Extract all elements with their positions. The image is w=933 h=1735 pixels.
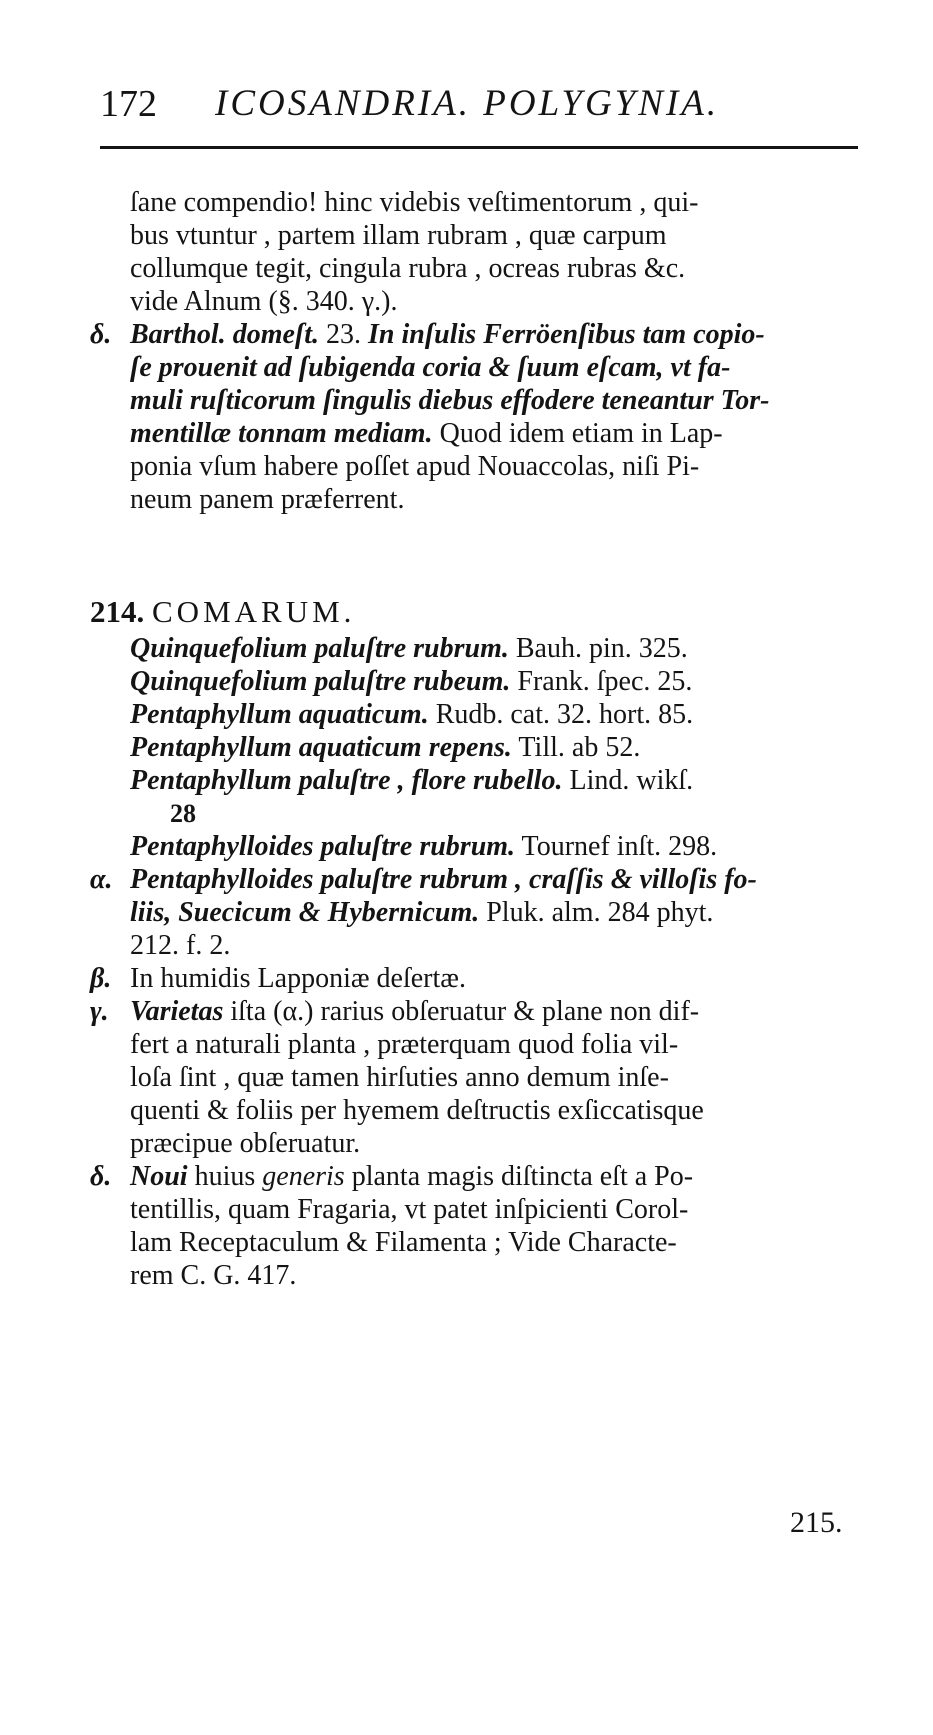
text-line [90, 929, 865, 962]
text-line [90, 1226, 865, 1259]
text-line [90, 384, 865, 417]
text-run: Frank. ſpec. 25. [510, 666, 693, 697]
text-run: 23. [319, 319, 369, 350]
section-title: COMARUM. [152, 594, 356, 629]
text-run: liis, Suecicum & Hybernicum. [130, 897, 480, 928]
text-run: tentillis, quam Fragaria, vt patet inſpicienti Corol- [130, 1194, 689, 1225]
text-line [90, 896, 865, 929]
text-run: generis [262, 1161, 345, 1192]
notes-block [90, 830, 865, 1292]
catchword: 215. [790, 1506, 843, 1539]
section-number: 214. [90, 594, 145, 629]
text-line [90, 417, 865, 450]
text-run: Lind. wikſ. [562, 765, 694, 796]
paragraph-marker: δ. [90, 319, 112, 350]
text-run: Bauh. pin. 325. [508, 633, 688, 664]
text-run: Noui [130, 1161, 188, 1192]
text-run: quenti & foliis per hyemem deſtructis exſiccatisque [130, 1095, 704, 1126]
text-run: mentillæ tonnam mediam. [130, 418, 433, 449]
section-gap [90, 516, 865, 592]
text-line [90, 318, 865, 351]
text-line [90, 252, 865, 285]
paragraph-marker: α. [90, 864, 113, 895]
text-run: neum panem præferrent. [130, 484, 405, 515]
page-header [100, 82, 860, 132]
text-line [90, 1259, 865, 1292]
text-run: Rudb. cat. 32. hort. 85. [428, 699, 694, 730]
text-line [90, 1061, 865, 1094]
page-number: 172 [100, 83, 157, 125]
text-run: bus vtuntur , partem illam rubram , quæ carpum [130, 220, 667, 251]
text-line [90, 1193, 865, 1226]
text-run: iſta (α.) rarius obſeruatur & plane non dif- [223, 996, 700, 1027]
text-line [90, 1094, 865, 1127]
text-run: ponia vſum habere poſſet apud Nouaccolas, niſi Pi- [130, 451, 700, 482]
text-run: collumque tegit, cingula rubra , ocreas rubras &c. [130, 253, 686, 284]
continued-paragraph [90, 186, 865, 516]
text-line [90, 995, 865, 1028]
text-line [90, 351, 865, 384]
section-heading [90, 592, 865, 632]
synonym-list [90, 632, 865, 797]
text-run: In humidis Lapponiæ deſertæ. [130, 963, 466, 994]
text-run: Till. ab 52. [511, 732, 641, 763]
text-line [90, 1127, 865, 1160]
text-run: Pentaphyllum paluſtre , flore rubello. [130, 765, 563, 796]
text-run: Pentaphylloides paluſtre rubrum. [130, 831, 516, 862]
text-line [90, 450, 865, 483]
synonym-line [90, 665, 865, 698]
text-run: Quinquefolium paluſtre rubeum. [130, 666, 511, 697]
text-line [90, 1160, 865, 1193]
text-line [90, 962, 865, 995]
signature-mark: 28 [170, 799, 196, 828]
paragraph-marker: γ. [90, 996, 109, 1027]
text-run: Pluk. alm. 284 phyt. [479, 897, 714, 928]
text-run: loſa ſint , quæ tamen hirſuties anno demum inſe- [130, 1062, 669, 1093]
text-line [90, 863, 865, 896]
text-line [90, 186, 865, 219]
text-run: præcipue obſeruatur. [130, 1128, 361, 1159]
text-line [90, 483, 865, 516]
text-body [90, 186, 865, 1292]
text-run: ſane compendio! hinc videbis veſtimentorum , qui- [130, 187, 699, 218]
text-run: Varietas [130, 996, 224, 1027]
text-run: In inſulis Ferröenſibus tam copio- [368, 319, 765, 350]
text-line [90, 1028, 865, 1061]
text-run: planta magis diſtincta eſt a Po- [344, 1161, 694, 1192]
text-run: Quod idem etiam in Lap- [432, 418, 723, 449]
text-run: Barthol. domeſt. [130, 319, 320, 350]
paragraph-marker: β. [90, 963, 112, 994]
paragraph-marker: δ. [90, 1161, 112, 1192]
synonym-line [90, 632, 865, 665]
text-run: Quinquefolium paluſtre rubrum. [130, 633, 509, 664]
text-run: huius [187, 1161, 263, 1192]
text-run: Tournef inſt. 298. [515, 831, 718, 862]
text-line [90, 830, 865, 863]
text-run: fert a naturali planta , præterquam quod folia vil- [130, 1029, 679, 1060]
header-rule [100, 146, 858, 149]
text-run: Pentaphylloides paluſtre rubrum , craſſis & villoſis fo- [130, 864, 757, 895]
text-run: vide Alnum (§. 340. γ.). [130, 286, 398, 317]
synonym-line [90, 698, 865, 731]
text-run: lam Receptaculum & Filamenta ; Vide Characte- [130, 1227, 677, 1258]
text-run: muli ruſticorum ſingulis diebus effodere teneantur Tor- [130, 385, 770, 416]
text-run: 212. f. 2. [130, 930, 231, 961]
synonym-line [90, 731, 865, 764]
synonym-line [90, 764, 865, 797]
text-run: ſe prouenit ad ſubigenda coria & ſuum eſcam, vt fa- [130, 352, 731, 383]
running-head: ICOSANDRIA. POLYGYNIA. [215, 83, 720, 124]
text-line [90, 285, 865, 318]
text-run: rem C. G. 417. [130, 1260, 297, 1291]
text-run: Pentaphyllum aquaticum. [130, 699, 429, 730]
text-line [90, 219, 865, 252]
text-run: Pentaphyllum aquaticum repens. [130, 732, 512, 763]
